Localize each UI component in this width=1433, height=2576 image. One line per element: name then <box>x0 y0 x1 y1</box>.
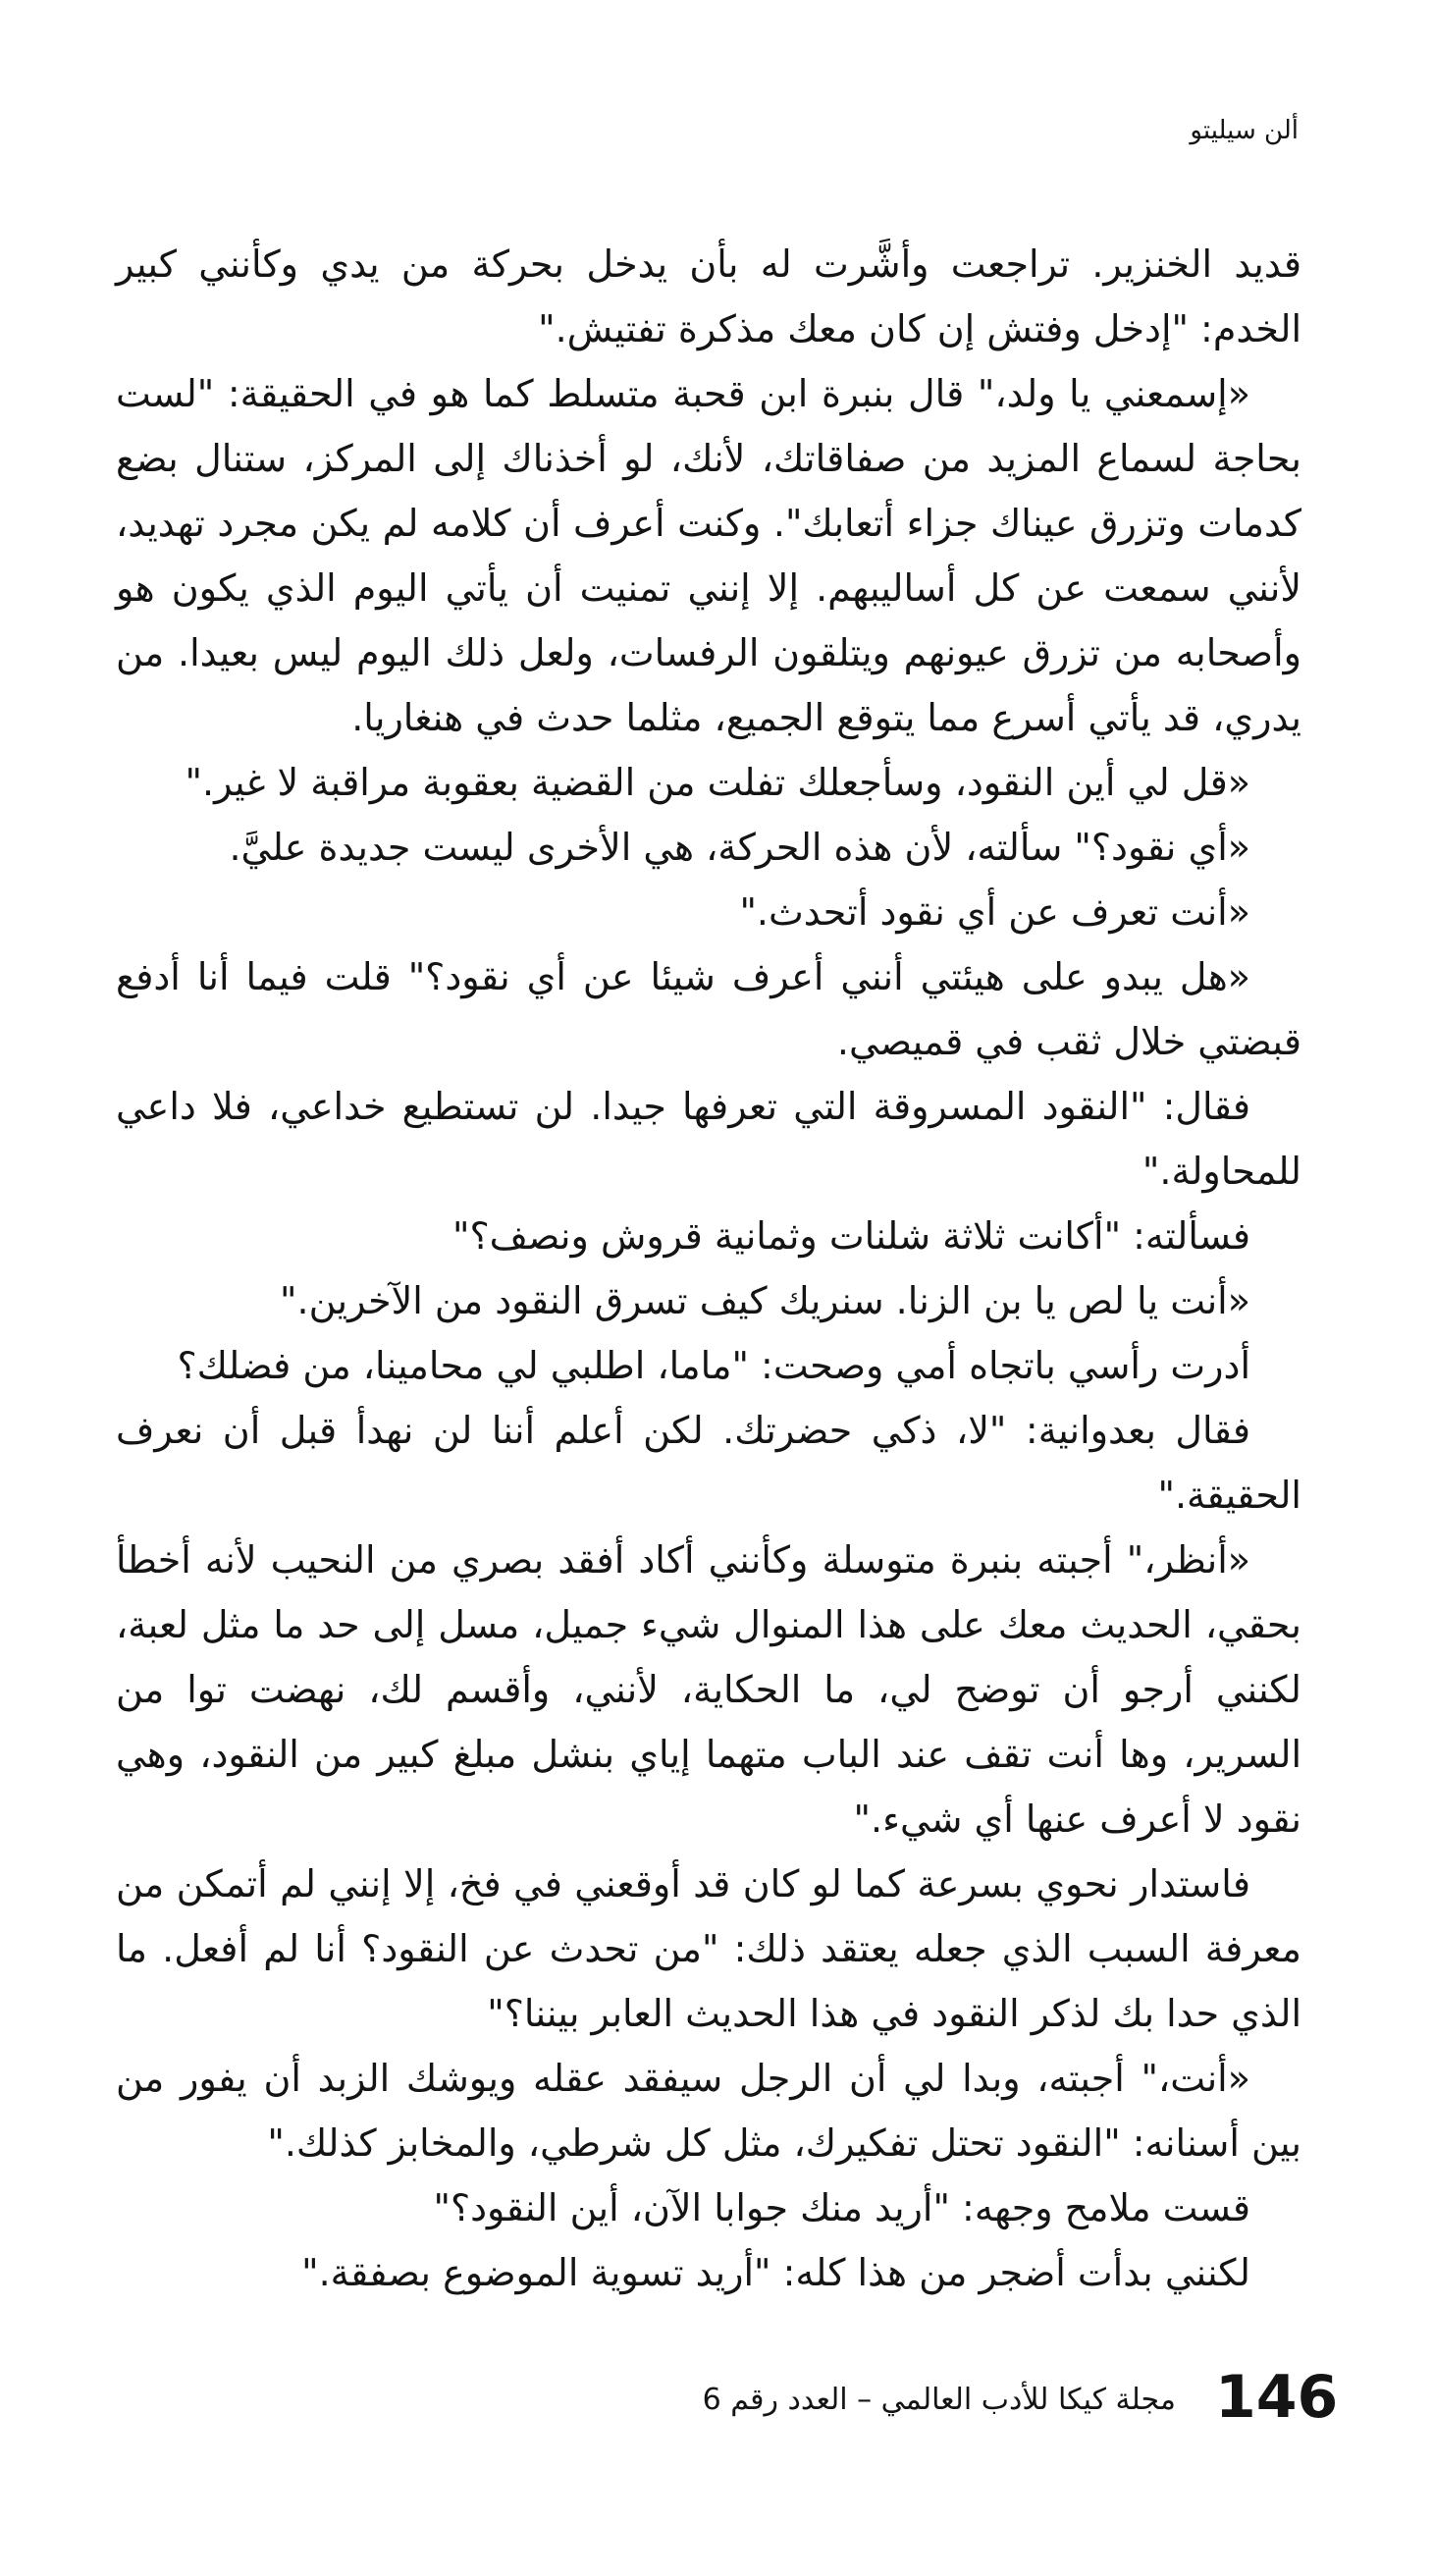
paragraph: فقال بعدوانية: "لا، ذكي حضرتك. لكن أعلم أننا لن نهدأ قبل أن نعرف الحقيقة." <box>116 1409 1301 1517</box>
paragraph: لكنني بدأت أضجر من هذا كله: "أريد تسوية الموضوع بصفقة." <box>301 2251 1250 2294</box>
paragraph: قديد الخنزير. تراجعت وأشَّرت له بأن يدخل بحركة من يدي وكأنني كبير الخدم: "إدخل وفتش إن كان معك مذكرة تفتيش." <box>116 242 1301 350</box>
paragraph: «هل يبدو على هيئتي أنني أعرف شيئا عن أي نقود؟" قلت فيما أنا أدفع قبضتي خلال ثقب في قميصي. <box>116 955 1301 1063</box>
paragraph: أدرت رأسي باتجاه أمي وصحت: "ماما، اطلبي لي محامينا، من فضلك؟ <box>177 1344 1250 1387</box>
paragraph: فقال: "النقود المسروقة التي تعرفها جيدا. لن تستطيع خداعي، فلا داعي للمحاولة." <box>116 1085 1301 1193</box>
body-text <box>116 232 1301 2305</box>
paragraph: فاستدار نحوي بسرعة كما لو كان قد أوقعني في فخ، إلا إنني لم أتمكن من معرفة السبب الذي جعله يعتقد ذلك: "من تحدث عن النقود؟ أنا لم أفعل. ما الذي حدا بك لذكر النقود في هذا الحديث العابر بيننا؟" <box>116 1862 1301 2035</box>
paragraph: «قل لي أين النقود، وسأجعلك تفلت من القضية بعقوبة مراقبة لا غير." <box>185 761 1250 804</box>
running-header-author: ألن سيليتو <box>1190 116 1299 145</box>
paragraph: «أنت تعرف عن أي نقود أتحدث." <box>739 890 1250 934</box>
paragraph: قست ملامح وجهه: "أريد منك جوابا الآن، أين النقود؟" <box>433 2186 1250 2229</box>
paragraph: «أنظر،" أجبته بنبرة متوسلة وكأنني أكاد أفقد بصري من النحيب لأنه أخطأ بحقي، الحديث معك على هذا المنوال شيء جميل، مسل إلى حد ما مثل لعبة، لكنني أرجو أن توضح لي، ما الحكاية، لأنني، وأقسم لك، نهضت توا من السرير، وها أنت تقف عند الباب متهما إياي بنشل مبلغ كبير من النقود، وهي نقود لا أعرف عنها أي شيء." <box>116 1538 1301 1841</box>
paragraph: «أنت،" أجبته، وبدا لي أن الرجل سيفقد عقله ويوشك الزبد أن يفور من بين أسنانه: "النقود تحتل تفكيرك، مثل كل شرطي، والمخابز كذلك." <box>116 2057 1301 2165</box>
paragraph: «إسمعني يا ولد،" قال بنبرة ابن قحبة متسلط كما هو في الحقيقة: "لست بحاجة لسماع المزيد من صفاقاتك، لأنك، لو أخذناك إلى المركز، ستنال بضع كدمات وتزرق عيناك جزاء أتعابك". وكنت أعرف أن كلامه لم يكن مجرد تهديد، لأنني سمعت عن كل أساليبهم. إلا إنني تمنيت أن يأتي اليوم الذي يكون هو وأصحابه من تزرق عيونهم ويتلقون الرفسات، ولعل ذلك اليوم ليس بعيدا. من يدري، قد يأتي أسرع مما يتوقع الجميع، مثلما حدث في هنغاريا. <box>116 372 1301 739</box>
page-number: 146 <box>1215 2363 1339 2432</box>
paragraph: فسألته: "أكانت ثلاثة شلنات وثمانية قروش ونصف؟" <box>452 1214 1250 1258</box>
journal-title: مجلة كيكا للأدب العالمي – العدد رقم 6 <box>702 2383 1176 2417</box>
paragraph: «أنت يا لص يا بن الزنا. سنريك كيف تسرق النقود من الآخرين." <box>280 1279 1250 1322</box>
page-footer <box>0 2358 1433 2437</box>
paragraph: «أي نقود؟" سألته، لأن هذه الحركة، هي الأخرى ليست جديدة عليَّ. <box>229 826 1250 869</box>
